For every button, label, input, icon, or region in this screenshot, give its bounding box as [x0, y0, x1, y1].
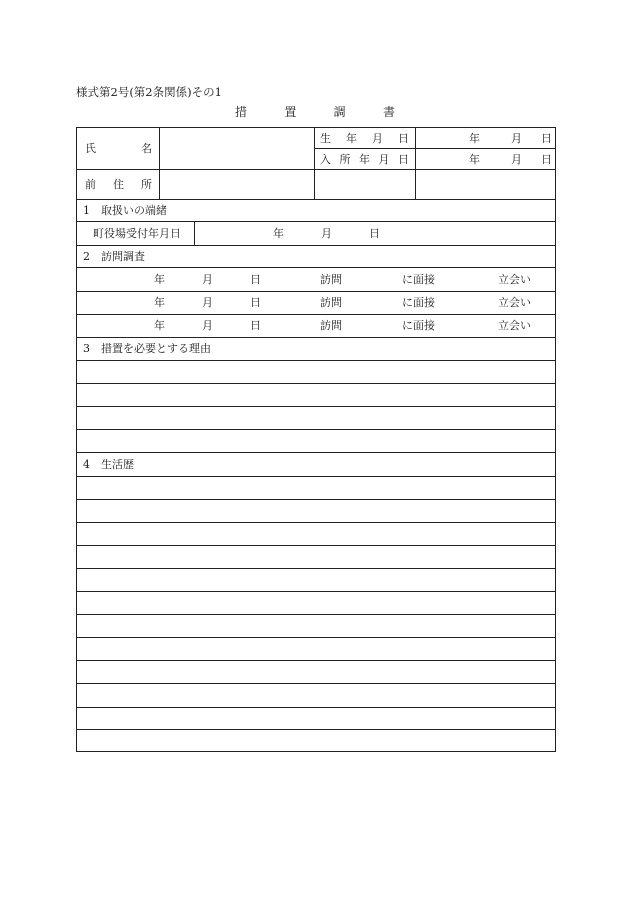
birth-date-field[interactable]: 年 月 日 — [469, 132, 552, 145]
title-char: 措 — [235, 105, 248, 119]
visit-row[interactable]: 年 月 日 訪問 に面接 立会い — [154, 273, 531, 286]
admission-date-field[interactable]: 年 月 日 — [469, 153, 552, 166]
birth-date-label: 生 年 月 日 — [320, 132, 409, 145]
name-label: 氏 名 — [85, 142, 152, 155]
investigation-form — [76, 127, 556, 752]
reason-lines-area[interactable] — [77, 361, 556, 453]
received-date-label: 町役場受付年月日 — [93, 227, 181, 240]
visit-row[interactable]: 年 月 日 訪問 に面接 立会い — [154, 296, 531, 309]
section-1-heading: 1 取扱いの端緒 — [83, 204, 167, 217]
previous-address-label: 前 住 所 — [85, 178, 152, 191]
section-2-heading: 2 訪問調査 — [83, 250, 145, 263]
received-date-field[interactable]: 年 月 日 — [273, 227, 380, 240]
form-label: 様式第2号(第2条関係)その1 — [76, 85, 222, 99]
section-4-heading: 4 生活歴 — [83, 458, 134, 471]
title-char: 調 — [333, 105, 346, 119]
section-3-heading: 3 措置を必要とする理由 — [83, 342, 211, 355]
title-char: 置 — [284, 105, 297, 119]
previous-address-field[interactable] — [160, 170, 556, 199]
title-char: 書 — [382, 105, 395, 119]
name-field[interactable] — [160, 129, 313, 169]
admission-date-label: 入 所 年 月 日 — [320, 153, 409, 166]
life-history-lines-area[interactable] — [77, 477, 556, 751]
visit-row[interactable]: 年 月 日 訪問 に面接 立会い — [154, 319, 531, 332]
document-title — [235, 103, 395, 120]
